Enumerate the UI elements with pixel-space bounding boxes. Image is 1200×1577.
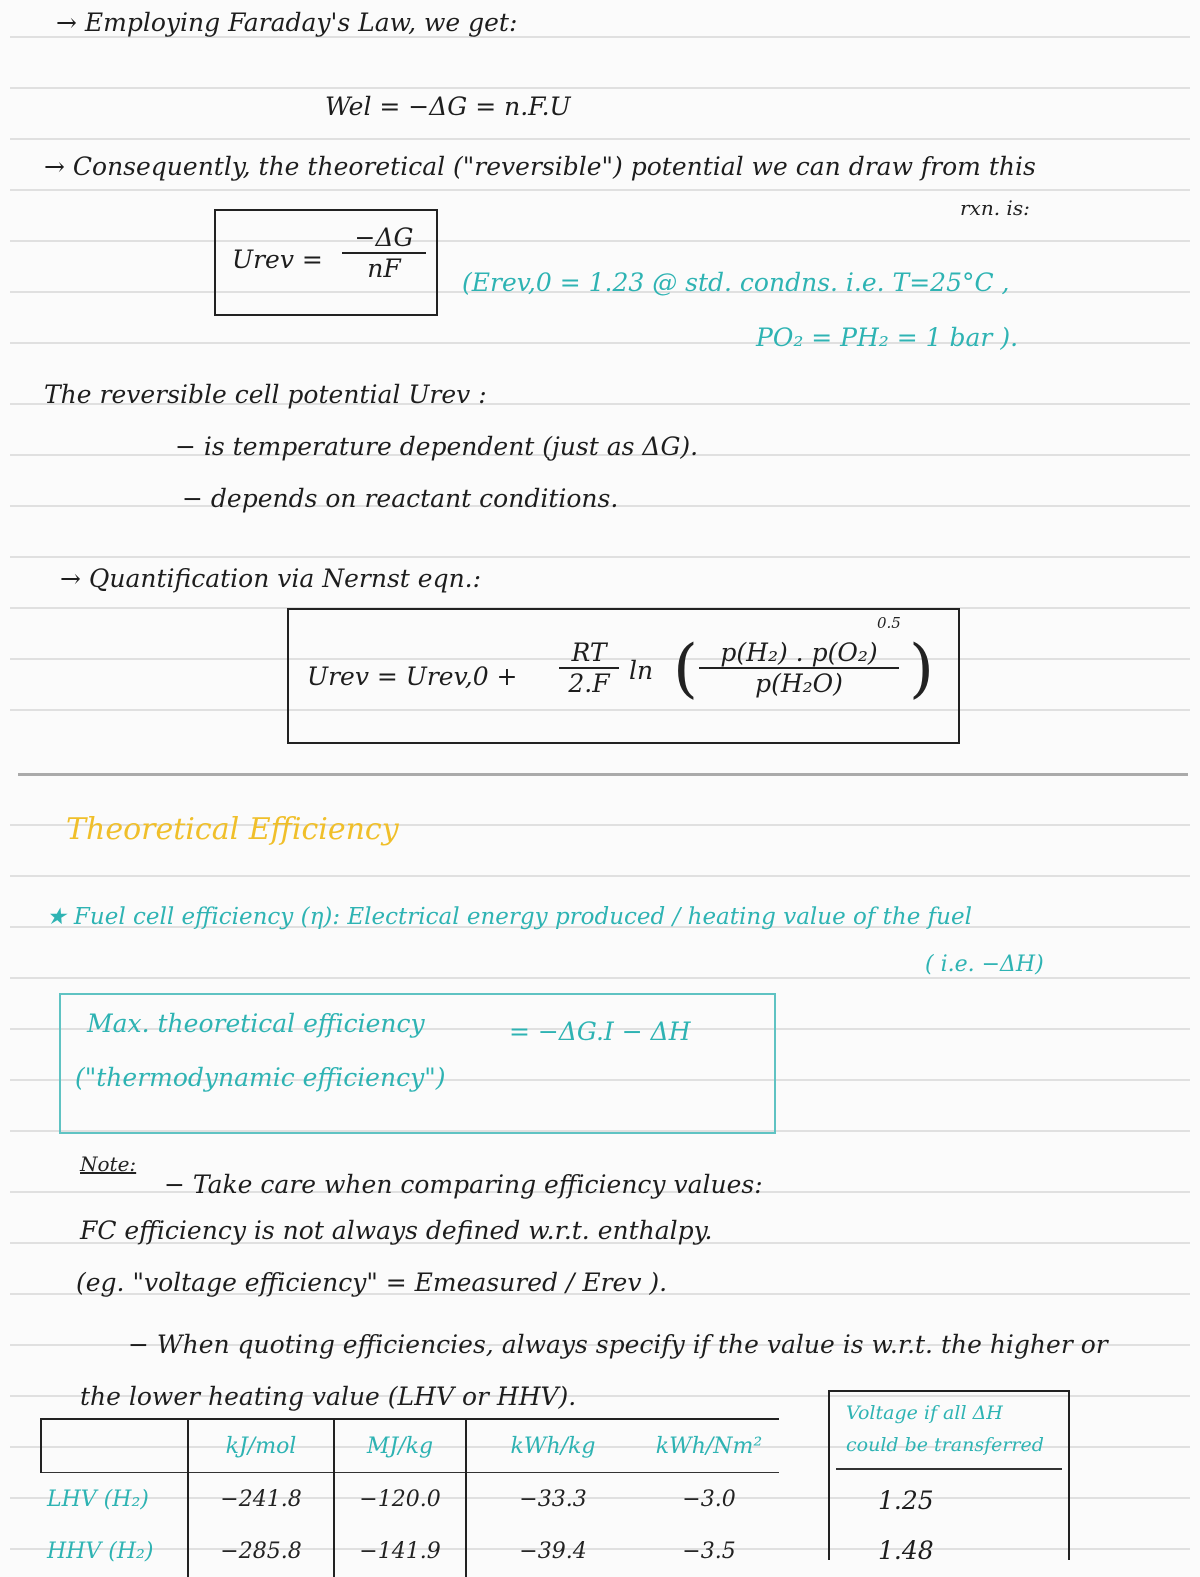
standard-conditions-note-line2: PO₂ = PH₂ = 1 bar ).	[756, 323, 1019, 352]
note-line1: − Take care when comparing efficiency values:	[164, 1170, 763, 1199]
table-header-kwh-nm: kWh/Nm²	[639, 1419, 779, 1473]
max-efficiency-box	[59, 993, 776, 1134]
voltage-value-hhv: 1.48	[878, 1536, 934, 1565]
max-efficiency-label-line1: Max. theoretical efficiency	[87, 1009, 425, 1038]
heating-value-table	[40, 1418, 779, 1577]
urev-numerator: −ΔG	[342, 223, 426, 254]
nernst-arg-den: p(H₂O)	[755, 669, 843, 698]
properties-heading: The reversible cell potential Urev :	[44, 380, 487, 409]
table-header-mj-kg: MJ/kg	[334, 1419, 466, 1473]
cell-hhv-kwh-kg: −39.4	[466, 1525, 639, 1577]
cell-lhv-mj-kg: −120.0	[334, 1473, 466, 1526]
section-divider	[18, 773, 1188, 776]
urev-lhs: Urev =	[232, 245, 323, 274]
nernst-lhs: Urev = Urev,0 +	[307, 662, 518, 691]
nernst-argument	[699, 638, 899, 698]
nernst-close-paren: )	[909, 632, 934, 706]
faraday-intro: → Employing Faraday's Law, we get:	[56, 8, 518, 37]
cell-hhv-mj-kg: −141.9	[334, 1525, 466, 1577]
nernst-coefficient	[559, 638, 619, 698]
voltage-header-line2: could be transferred	[846, 1434, 1044, 1456]
cell-lhv-kj-mol: −241.8	[188, 1473, 334, 1526]
voltage-header-line1: Voltage if all ΔH	[846, 1402, 1003, 1424]
cell-hhv-kj-mol: −285.8	[188, 1525, 334, 1577]
voltage-value-lhv: 1.25	[878, 1486, 934, 1515]
note-line3: (eg. "voltage efficiency" = Emeasured / Erev ).	[76, 1268, 668, 1297]
nernst-coef-den: 2.F	[568, 669, 610, 698]
note-line5: the lower heating value (LHV or HHV).	[80, 1382, 577, 1411]
cell-lhv-kwh-kg: −33.3	[466, 1473, 639, 1526]
table-header-kwh-kg: kWh/kg	[466, 1419, 639, 1473]
table-header-kj-mol: kJ/mol	[188, 1419, 334, 1473]
standard-conditions-note-line1: (Erev,0 = 1.23 @ std. condns. i.e. T=25°C ,	[462, 268, 1010, 297]
reversible-intro-line1: → Consequently, the theoretical ("reversible") potential we can draw from this	[44, 152, 1036, 181]
voltage-column-box	[828, 1390, 1070, 1565]
voltage-header-underline	[836, 1468, 1062, 1470]
table-header-empty	[41, 1419, 188, 1473]
efficiency-definition-line1: ★ Fuel cell efficiency (η): Electrical energy produced / heating value of the fuel	[46, 904, 972, 930]
efficiency-definition-line2: ( i.e. −ΔH)	[925, 952, 1044, 977]
row-label-hhv: HHV (H₂)	[47, 1538, 154, 1564]
urev-denominator: nF	[367, 254, 401, 283]
nernst-arg-num: p(H₂) . p(O₂)	[699, 638, 899, 669]
nernst-open-paren: (	[673, 632, 698, 706]
note-line2: FC efficiency is not always defined w.r.t. enthalpy.	[80, 1216, 713, 1245]
property-item-temperature: − is temperature dependent (just as ΔG).	[175, 432, 699, 461]
nernst-formula-box	[287, 608, 960, 744]
urev-fraction	[342, 223, 426, 283]
note-label: Note:	[80, 1152, 137, 1176]
nernst-ln: ln	[629, 656, 654, 685]
max-efficiency-label-line2: ("thermodynamic efficiency")	[75, 1063, 446, 1092]
urev-formula-box	[214, 209, 438, 316]
table-row	[41, 1525, 779, 1577]
section-title-theoretical-efficiency: Theoretical Efficiency	[66, 812, 399, 847]
nernst-intro: → Quantification via Nernst eqn.:	[60, 564, 482, 593]
table-row	[41, 1473, 779, 1526]
cell-lhv-kwh-nm: −3.0	[682, 1486, 736, 1512]
nernst-coef-num: RT	[559, 638, 619, 669]
nernst-exponent: 0.5	[877, 614, 901, 632]
row-label-lhv: LHV (H₂)	[47, 1486, 149, 1512]
faraday-equation: Wel = −ΔG = n.F.U	[325, 92, 571, 121]
cell-hhv-kwh-nm: −3.5	[682, 1538, 736, 1564]
note-line4: − When quoting efficiencies, always specify if the value is w.r.t. the higher or	[128, 1330, 1108, 1359]
reversible-intro-line2: rxn. is:	[960, 196, 1030, 220]
max-efficiency-formula: = −ΔG.I − ΔH	[509, 1017, 691, 1046]
property-item-conditions: − depends on reactant conditions.	[182, 484, 619, 513]
table-header-row	[41, 1419, 779, 1473]
